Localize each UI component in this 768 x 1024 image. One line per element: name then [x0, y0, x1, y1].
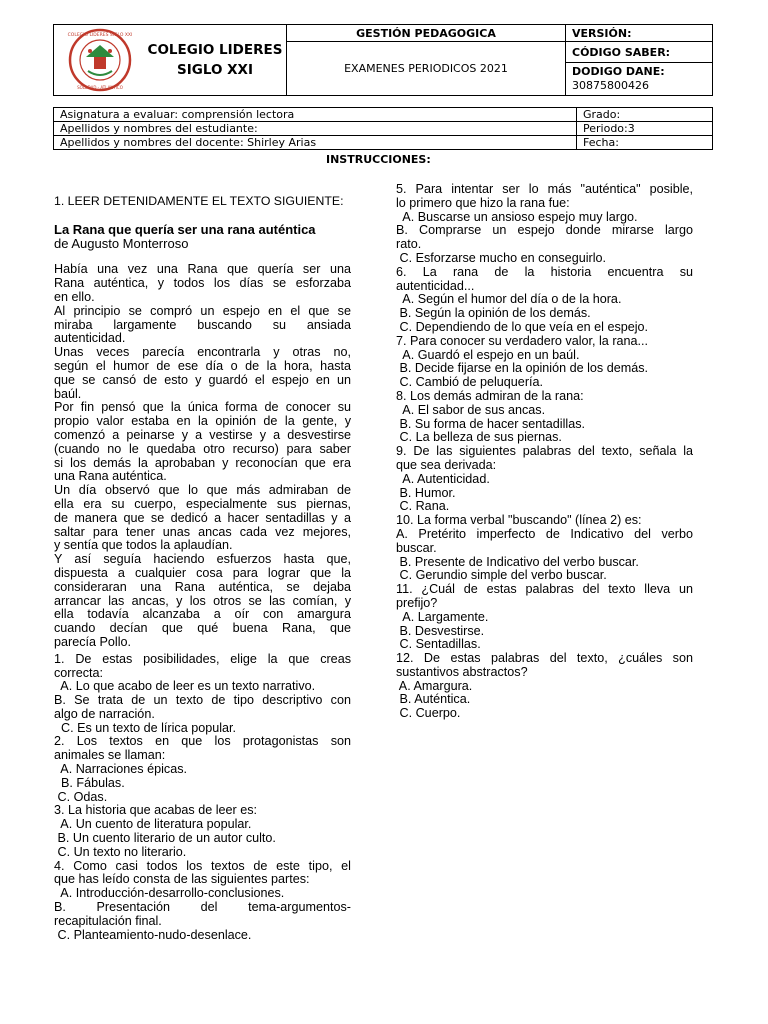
story-line: Un día observó que lo que más admiraban de [54, 483, 351, 498]
question [396, 266, 693, 335]
question-text: 9. De las siguientes palabras del texto, señala la [396, 444, 693, 459]
story-text [54, 263, 351, 649]
story-paragraph [54, 401, 351, 484]
codigo-saber-label: CÓDIGO SABER: [566, 42, 713, 63]
option-text: C. Planteamiento-nudo-desenlace. [54, 927, 252, 942]
option-text: C. Rana. [396, 499, 450, 514]
story-line: Y así seguía haciendo esfuerzos hasta que, [54, 552, 351, 567]
option-text: algo de narración. [54, 706, 155, 721]
question [396, 445, 693, 514]
question-text: 2. Los textos en que los protagonistas son [54, 734, 351, 749]
answer-option[interactable] [54, 694, 351, 722]
question-text: que sea derivada: [396, 457, 497, 472]
answer-option[interactable] [396, 418, 693, 432]
question [396, 514, 693, 583]
story-line: ella todavía alcanzaba a oír con amargura [54, 607, 351, 622]
story-line: de manera que se dedicó a hacer sentadillas y a [54, 510, 351, 525]
story-paragraph [54, 305, 351, 346]
story-line: consideraran una Rana auténtica, se dejaba [54, 579, 351, 594]
story-line: baúl. [54, 386, 82, 401]
question-text: 4. Como casi todos los textos de este tipo, el [54, 858, 351, 873]
story-line: Al principio se compró un espejo en el que se [54, 303, 351, 318]
option-text: rato. [396, 237, 422, 252]
seal-text-bottom: SOLEDAD - ATLANTICO [77, 85, 123, 90]
story-author: de Augusto Monterroso [54, 235, 189, 251]
option-text: B. Decide fijarse en la opinión de los demás. [396, 361, 649, 376]
option-text: B. Desvestirse. [396, 623, 485, 638]
question-text: 5. Para intentar ser lo más "auténtica" posible, [396, 182, 693, 196]
question-text: lo primero que hizo la rana fue: [396, 195, 570, 210]
answer-option[interactable] [396, 376, 693, 390]
date-field: Fecha: [577, 136, 713, 150]
period-field: Periodo:3 [577, 122, 713, 136]
school-name [144, 40, 286, 80]
subject-field: Asignatura a evaluar: comprensión lectora [54, 108, 577, 122]
version-label: VERSIÓN: [566, 25, 713, 42]
answer-option[interactable] [54, 818, 351, 832]
story-line: dispuesta a cualquier cosa para lograr que la [54, 565, 351, 580]
story-line: Había una vez una Rana que quería ser una [54, 262, 351, 277]
story-line: cuando decían que qué buena Rana, que [54, 621, 351, 636]
answer-option[interactable] [396, 569, 693, 583]
question-text: 12. De estas palabras del texto, ¿cuáles son [396, 651, 693, 666]
question-text: que has leído consta de las siguientes partes: [54, 872, 310, 887]
option-text: A. Largamente. [396, 609, 489, 624]
option-text: A. Buscarse un ansioso espejo muy largo. [396, 209, 638, 224]
answer-option[interactable] [396, 293, 693, 307]
option-text: B. Humor. [396, 485, 456, 500]
question [396, 652, 693, 721]
answer-option[interactable] [396, 224, 693, 252]
answer-option[interactable] [54, 680, 351, 694]
answer-option[interactable] [396, 693, 693, 707]
story-line: Rana auténtica, y todos los días se esforzaba [54, 276, 351, 291]
option-text: buscar. [396, 540, 437, 555]
option-text: A. Pretérito imperfecto de Indicativo del verbo [396, 526, 693, 541]
option-text: B. Un cuento literario de un autor culto. [54, 831, 276, 846]
question-text: 3. La historia que acabas de leer es: [54, 803, 258, 818]
answer-option[interactable] [54, 929, 351, 943]
question [396, 335, 693, 390]
exam-cell: EXAMENES PERIODICOS 2021 [287, 42, 566, 96]
question-text: 7. Para conocer su verdadero valor, la rana... [396, 333, 649, 348]
question [54, 804, 351, 859]
story-line: parecía Pollo. [54, 634, 132, 649]
answer-option[interactable] [396, 252, 693, 266]
story-title: La Rana que quería ser una rana auténtica [54, 221, 316, 237]
dept-cell: GESTIÓN PEDAGOGICA [287, 25, 566, 42]
story-line: Por fin pensó que la única forma de conocer su [54, 400, 351, 415]
question [54, 860, 351, 943]
question-text: autenticidad... [396, 278, 475, 293]
question [396, 183, 693, 266]
option-text: recapitulación final. [54, 913, 162, 928]
dane-label: DODIGO DANE: [572, 65, 665, 78]
dane-value: 30875800426 [572, 79, 649, 92]
story-paragraph [54, 346, 351, 401]
option-text: B. Su forma de hacer sentadillas. [396, 416, 586, 431]
answer-option[interactable] [396, 528, 693, 556]
answer-option[interactable] [54, 887, 351, 901]
student-field: Apellidos y nombres del estudiante: [54, 122, 577, 136]
question-text: animales se llaman: [54, 748, 166, 763]
option-text: C. Gerundio simple del verbo buscar. [396, 568, 607, 583]
answer-option[interactable] [396, 487, 693, 501]
option-text: A. El sabor de sus ancas. [396, 402, 546, 417]
option-text: C. Sentadillas. [396, 637, 481, 652]
story-paragraph [54, 263, 351, 304]
option-text: A. Narraciones épicas. [54, 762, 187, 777]
story-line: ella era su cuerpo, especialmente sus piernas, [54, 496, 351, 511]
option-text: A. Guardó el espejo en un baúl. [396, 347, 580, 362]
question [54, 735, 351, 804]
answer-option[interactable] [396, 307, 693, 321]
school-cell [54, 25, 287, 96]
option-text: A. Según el humor del día o de la hora. [396, 292, 622, 307]
story-line: que se cansó de esto y guardó el espejo en un [54, 372, 351, 387]
left-questions [54, 653, 351, 943]
question [396, 390, 693, 445]
answer-option[interactable] [54, 722, 351, 736]
story-line: si los demás la aprobaban y reconocían que era [54, 455, 351, 470]
question-text: 10. La forma verbal "buscando" (línea 2) es: [396, 513, 642, 528]
story-paragraph [54, 553, 351, 650]
story-paragraph [54, 484, 351, 553]
question [54, 653, 351, 736]
reading-prompt: 1. LEER DETENIDAMENTE EL TEXTO SIGUIENTE: [54, 194, 344, 208]
answer-option[interactable] [54, 832, 351, 846]
question-text: 6. La rana de la historia encuentra su [396, 264, 693, 279]
option-text: C. Cuerpo. [396, 706, 461, 721]
story-line: arrancar las ancas, y los otros se las comían, y [54, 593, 351, 608]
option-text: C. Es un texto de lírica popular. [54, 720, 237, 735]
question-text: 11. ¿Cuál de estas palabras del texto lleva un [396, 582, 693, 597]
option-text: C. Un texto no literario. [54, 844, 187, 859]
option-text: C. La belleza de sus piernas. [396, 430, 562, 445]
answer-option[interactable] [396, 404, 693, 418]
grade-field: Grado: [577, 108, 713, 122]
school-name-line2: SIGLO XXI [177, 62, 253, 78]
answer-option[interactable] [396, 707, 693, 721]
option-text: B. Presentación del tema-argumentos- [54, 900, 351, 915]
answer-option[interactable] [396, 611, 693, 625]
story-line: en ello. [54, 289, 95, 304]
option-text: B. Comprarse un espejo donde mirarse largo [396, 223, 693, 238]
answer-option[interactable] [396, 211, 693, 225]
answer-option[interactable] [396, 680, 693, 694]
answer-option[interactable] [396, 625, 693, 639]
option-text: A. Introducción-desarrollo-conclusiones. [54, 886, 285, 901]
right-column [396, 183, 693, 721]
option-text: C. Odas. [54, 789, 108, 804]
story-line: autenticidad. [54, 331, 126, 346]
option-text: C. Cambió de peluquería. [396, 375, 544, 390]
option-text: B. Según la opinión de los demás. [396, 306, 591, 321]
option-text: C. Dependiendo de lo que veía en el espejo. [396, 319, 649, 334]
option-text: B. Auténtica. [396, 692, 471, 707]
question-text: 8. Los demás admiran de la rana: [396, 388, 584, 403]
option-text: A. Autenticidad. [396, 471, 490, 486]
option-text: C. Esforzarse mucho en conseguirlo. [396, 250, 606, 265]
question-text: correcta: [54, 665, 103, 680]
story-line: propio valor estaba en la opinión de la gente, y [54, 414, 351, 429]
option-text: B. Se trata de un texto de tipo descriptivo con [54, 693, 351, 708]
story-line: comenzó a peinarse y a vestirse y a desvestirse [54, 427, 351, 442]
answer-option[interactable] [396, 500, 693, 514]
dane-cell [566, 63, 713, 96]
instructions-heading: INSTRUCCIONES: [326, 153, 431, 166]
teacher-field: Apellidos y nombres del docente: Shirley Arias [54, 136, 577, 150]
question-text: sustantivos abstractos? [396, 664, 528, 679]
school-name-line1: COLEGIO LIDERES [147, 42, 283, 58]
answer-option[interactable] [54, 763, 351, 777]
answer-option[interactable] [54, 777, 351, 791]
question-text: prefijo? [396, 595, 438, 610]
story-line: una Rana auténtica. [54, 469, 167, 484]
story-line: miraba largamente buscando su ansiada [54, 317, 351, 332]
option-text: B. Presente de Indicativo del verbo buscar. [396, 554, 639, 569]
question [396, 583, 693, 652]
right-questions [396, 183, 693, 721]
left-column [54, 195, 351, 942]
answer-option[interactable] [54, 846, 351, 860]
story-line: y sentía que todos la aplaudían. [54, 538, 233, 553]
answer-option[interactable] [396, 556, 693, 570]
option-text: A. Un cuento de literatura popular. [54, 817, 252, 832]
answer-option[interactable] [396, 638, 693, 652]
school-seal-icon [60, 27, 144, 93]
option-text: A. Amargura. [396, 678, 473, 693]
story-line: Unas veces parecía encontrarla y otras no, [54, 345, 351, 360]
answer-option[interactable] [396, 349, 693, 363]
answer-option[interactable] [396, 321, 693, 335]
option-text: A. Lo que acabo de leer es un texto narrativo. [54, 679, 316, 694]
option-text: B. Fábulas. [54, 775, 125, 790]
story-line: según el humor de ese día o de la hora, hasta [54, 358, 351, 373]
answer-option[interactable] [396, 362, 693, 376]
header-table [53, 24, 713, 96]
info-table [53, 107, 713, 150]
answer-option[interactable] [396, 473, 693, 487]
answer-option[interactable] [54, 791, 351, 805]
story-line: saltar para tener unas ancas cada vez mejores, [54, 524, 351, 539]
question-text: 1. De estas posibilidades, elige la que creas [54, 651, 351, 666]
answer-option[interactable] [54, 901, 351, 929]
seal-text-top: COLEGIO LIDERES SIGLO XXI [67, 33, 133, 38]
story-line: (cuando no le quedaba otro recurso) para saber [54, 441, 351, 456]
answer-option[interactable] [396, 431, 693, 445]
